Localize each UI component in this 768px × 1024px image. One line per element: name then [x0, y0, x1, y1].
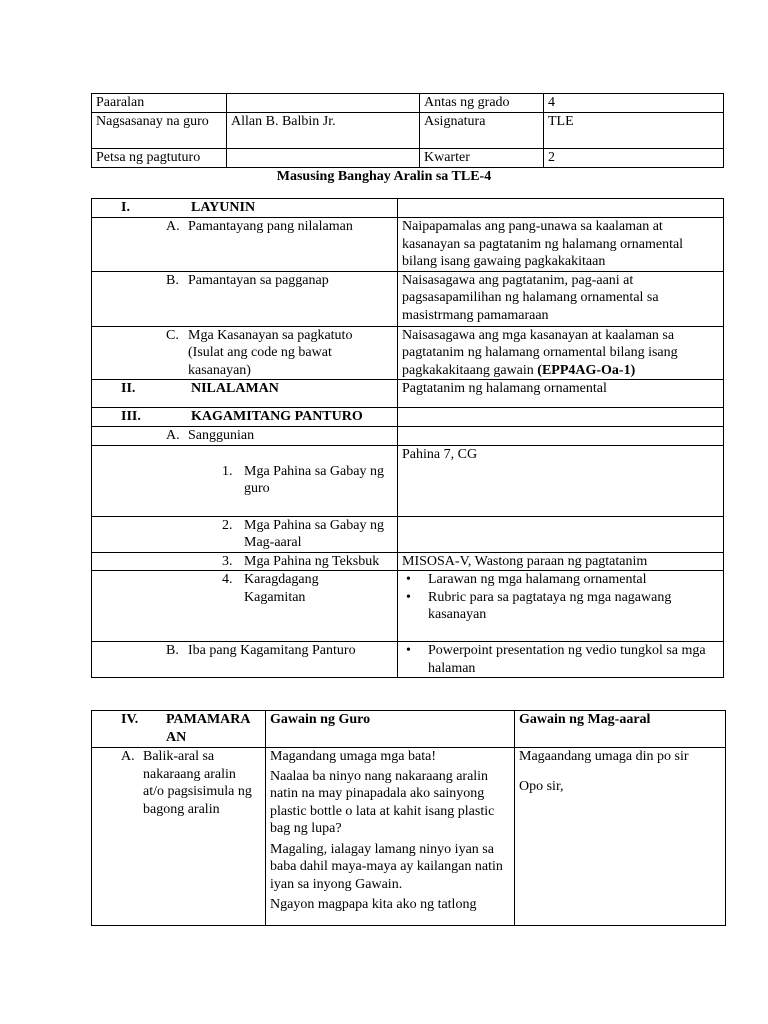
- value-teksbuk: MISOSA-V, Wastong paraan ng pagtatanim: [398, 552, 724, 571]
- value-nilalaman: Pagtatanim ng halamang ornamental: [398, 380, 724, 408]
- label-antas: Antas ng grado: [420, 94, 544, 113]
- section-layunin: I. LAYUNIN: [92, 199, 398, 218]
- procedure-table: [91, 710, 726, 926]
- header-gawain-guro: Gawain ng Guro: [266, 711, 515, 748]
- lesson-plan-table: [91, 198, 724, 678]
- list-iba-pang-kagamitan: [398, 642, 724, 678]
- competency-code: (EPP4AG-Oa-1): [537, 362, 636, 378]
- list-item: • Rubric para sa pagtataya ng mga nagawang kasanayan: [406, 589, 672, 622]
- row-karagdagang-kagamitan: 4. Karagdagang Kagamitan: [92, 571, 398, 642]
- row-teksbuk: 3. Mga Pahina ng Teksbuk: [92, 552, 398, 571]
- section-pamamaraan: IV. PAMAMARAAN: [92, 711, 266, 748]
- value-pamantayang-nilalaman: Naipapamalas ang pang-unawa sa kaalaman at kasanayan sa pagtatanim ng halamang ornamental bilang isang gawaing pagkakakitaan: [398, 218, 724, 272]
- row-gabay-guro: 1. Mga Pahina sa Gabay ng guro: [92, 445, 398, 516]
- row-iba-pang-kagamitan: B. Iba pang Kagamitang Panturo: [92, 642, 398, 678]
- value-kwarter: 2: [544, 149, 724, 168]
- document-title: Masusing Banghay Aralin sa TLE-4: [276, 169, 492, 184]
- gawain-magaaral-text: Magaandang umaga din po sir Opo sir,: [515, 748, 726, 926]
- row-sanggunian: A. Sanggunian: [92, 427, 398, 446]
- value-kasanayan: Naisasagawa ang mga kasanayan at kaalaman sa pagtatanim ng halamang ornamental bilang isang pagkakakitaang gawain (EPP4AG-Oa-1): [398, 326, 724, 380]
- row-pamantayan-pagganap: B. Pamantayan sa pagganap: [92, 271, 398, 326]
- value-gabay-magaaral: [398, 516, 724, 552]
- list-item: • Powerpoint presentation ng vedio tungkol sa mga halaman: [406, 643, 706, 676]
- label-guro: Nagsasanay na guro: [92, 113, 227, 149]
- value-paaralan: [227, 94, 420, 113]
- list-item: • Larawan ng mga halamang ornamental: [406, 572, 647, 587]
- row-pamantayang-nilalaman: A. Pamantayang pang nilalaman: [92, 218, 398, 272]
- value-gabay-guro: Pahina 7, CG: [398, 445, 724, 516]
- label-paaralan: Paaralan: [92, 94, 227, 113]
- header-table: [91, 93, 724, 168]
- value-antas: 4: [544, 94, 724, 113]
- label-asignatura: Asignatura: [420, 113, 544, 149]
- list-karagdagang-kagamitan: [398, 571, 724, 642]
- section-nilalaman: II. NILALAMAN: [92, 380, 398, 408]
- label-kwarter: Kwarter: [420, 149, 544, 168]
- row-kasanayan: C. Mga Kasanayan sa pagkatuto (Isulat ang code ng bawat kasanayan): [92, 326, 398, 380]
- value-petsa: [227, 149, 420, 168]
- value-asignatura: TLE: [544, 113, 724, 149]
- section-kagamitan: III. KAGAMITANG PANTURO: [92, 408, 398, 427]
- value-guro: Allan B. Balbin Jr.: [227, 113, 420, 149]
- label-petsa: Petsa ng pagtuturo: [92, 149, 227, 168]
- header-gawain-magaaral: Gawain ng Mag-aaral: [515, 711, 726, 748]
- row-gabay-magaaral: 2. Mga Pahina sa Gabay ng Mag-aaral: [92, 516, 398, 552]
- gawain-guro-text: Magandang umaga mga bata! Naalaa ba ninyo nang nakaraang aralin natin na may pinapadala ako sainyong plastic bottle o lata at kahit isang plastic bag ng lupa? Magaling, ialagay lamang ninyo iyan sa baba dahil maya-maya ay kailangan natin iyan sa inyong Gawain. Ngayon magpapa kita ako ng tatlong: [266, 748, 515, 926]
- value-pamantayan-pagganap: Naisasagawa ang pagtatanim, pag-aani at pagsasapamilihan ng halamang ornamental sa masistrmang pamamaraan: [398, 271, 724, 326]
- row-balik-aral: A. Balik-aral sa nakaraang aralin at/o pagsisimula ng bagong aralin: [92, 748, 266, 926]
